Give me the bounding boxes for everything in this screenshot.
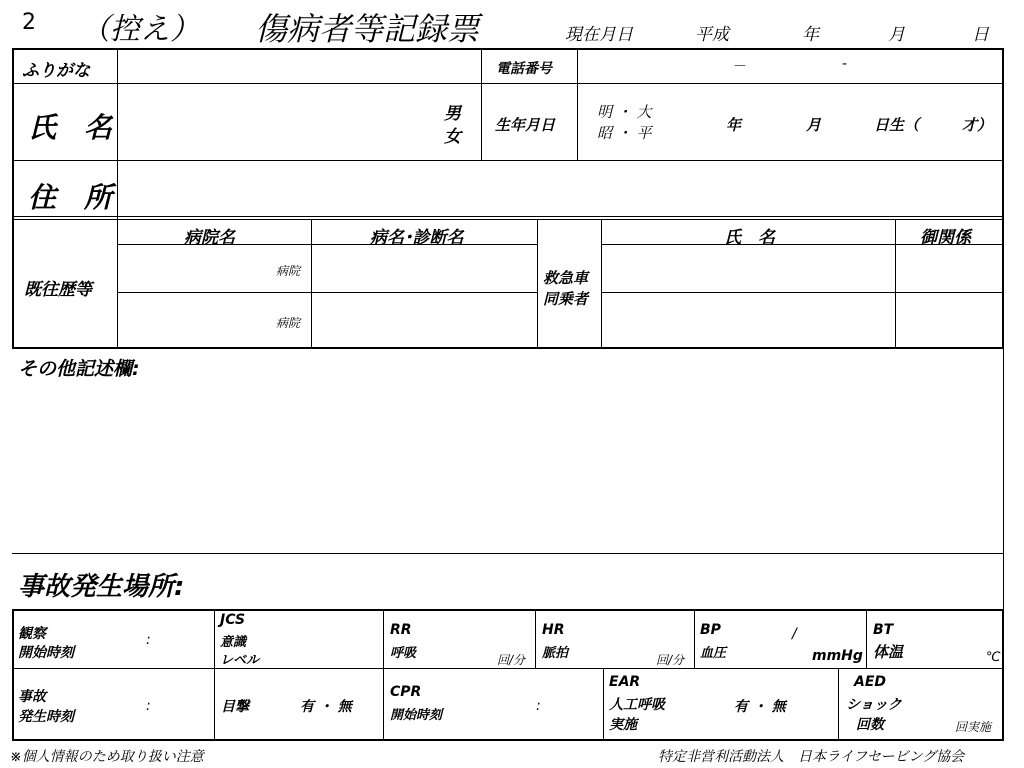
- aed-label-line2: ショック: [846, 697, 902, 713]
- relation-field-2[interactable]: [898, 294, 1000, 346]
- phone-separator-2: -: [842, 56, 848, 72]
- birth-era-line1[interactable]: 明 ・ 大: [597, 103, 652, 121]
- rr-label-line1: RR: [390, 622, 412, 638]
- organization-name: 特定非営利活動法人 日本ライフセービング協会: [658, 749, 965, 765]
- copy-mark: （控え）: [80, 12, 200, 47]
- hospital-suffix-2: 病院: [276, 316, 301, 330]
- accident-time-colon[interactable]: :: [146, 698, 151, 714]
- current-date-month: 月: [888, 25, 905, 45]
- aed-label-line1: AED: [854, 674, 887, 690]
- hospital-name-header: 病院名: [184, 228, 235, 248]
- witness-label: 目撃: [221, 699, 249, 715]
- diagnosis-field-1[interactable]: [314, 246, 534, 290]
- bp-label-line2: 血圧: [700, 646, 727, 661]
- hospital-field-1[interactable]: [120, 246, 270, 290]
- accident-time-label-line1: 事故: [18, 689, 46, 705]
- medical-history-label: 既往歴等: [24, 280, 92, 300]
- bt-unit: ℃: [986, 650, 1001, 665]
- phone-label: 電話番号: [496, 61, 552, 77]
- bt-label-line1: BT: [873, 622, 894, 638]
- name-field[interactable]: [120, 86, 430, 158]
- current-date-year: 年: [802, 25, 819, 45]
- jcs-label-line3: レベル: [220, 653, 260, 668]
- phone-field[interactable]: [580, 50, 1000, 82]
- form-title: 傷病者等記録票: [255, 10, 480, 48]
- privacy-note: ※個人情報のため取り扱い注意: [10, 749, 204, 765]
- sex-female-option[interactable]: 女: [444, 127, 461, 147]
- companion-name-header: 氏 名: [724, 228, 775, 248]
- name-label: 氏 名: [28, 111, 113, 144]
- accident-location-label: 事故発生場所:: [18, 572, 185, 602]
- ear-options[interactable]: 有 ・ 無: [734, 699, 786, 715]
- hospital-suffix-1: 病院: [276, 264, 301, 278]
- address-label: 住 所: [28, 181, 113, 214]
- cpr-label-line1: CPR: [390, 684, 422, 700]
- cpr-time-colon[interactable]: :: [536, 698, 541, 714]
- address-field[interactable]: [120, 163, 1000, 215]
- birth-year-label: 年: [726, 116, 742, 134]
- ambulance-label-line2: 同乗者: [543, 290, 589, 308]
- furigana-field[interactable]: [120, 50, 478, 82]
- hospital-field-2[interactable]: [120, 294, 270, 346]
- age-unit-label: 才）: [962, 116, 993, 134]
- observation-label-line1: 観察: [18, 626, 46, 642]
- aed-unit: 回実施: [955, 720, 992, 734]
- furigana-label: ふりがな: [22, 61, 90, 81]
- birth-date-label: 生年月日: [495, 116, 556, 134]
- hr-label-line2: 脈拍: [542, 646, 569, 661]
- current-date-era: 平成: [695, 25, 729, 45]
- page-number: 2: [22, 10, 36, 35]
- bp-label-line1: BP: [700, 622, 721, 638]
- birth-era-line2[interactable]: 昭 ・ 平: [597, 124, 652, 142]
- companion-name-field-2[interactable]: [604, 294, 892, 346]
- notes-label: その他記述欄:: [18, 358, 140, 380]
- birth-month-label: 月: [806, 116, 822, 134]
- bp-unit: mmHg: [812, 648, 863, 664]
- jcs-label-line2: 意識: [220, 635, 247, 650]
- rr-unit: 回/分: [497, 653, 526, 667]
- ear-label-line2: 人工呼吸: [609, 697, 665, 713]
- current-date-label: 現在月日: [565, 25, 633, 45]
- sex-male-option[interactable]: 男: [444, 104, 461, 124]
- ear-label-line1: EAR: [609, 674, 641, 690]
- aed-label-line3: 回数: [856, 717, 884, 733]
- cpr-label-line2: 開始時刻: [390, 708, 443, 723]
- accident-time-label-line2: 発生時刻: [18, 709, 74, 725]
- diagnosis-field-2[interactable]: [314, 294, 534, 346]
- hr-unit: 回/分: [656, 653, 685, 667]
- relation-header: 御関係: [920, 228, 971, 248]
- birth-day-label: 日生（: [874, 116, 920, 134]
- rr-label-line2: 呼吸: [390, 646, 417, 661]
- observation-time-colon[interactable]: :: [146, 632, 151, 648]
- diagnosis-header: 病名･診断名: [370, 228, 464, 248]
- jcs-label-line1: JCS: [220, 612, 246, 628]
- witness-options[interactable]: 有 ・ 無: [300, 699, 352, 715]
- phone-separator-1: －: [733, 59, 747, 75]
- ear-label-line3: 実施: [609, 717, 637, 733]
- bp-slash: /: [792, 626, 797, 642]
- current-date-day: 日: [972, 25, 989, 45]
- observation-label-line2: 開始時刻: [18, 645, 74, 661]
- bt-label-line2: 体温: [873, 643, 904, 661]
- ambulance-label-line1: 救急車: [543, 269, 589, 287]
- notes-field[interactable]: [16, 382, 1000, 550]
- hr-label-line1: HR: [542, 622, 565, 638]
- companion-name-field-1[interactable]: [604, 246, 892, 290]
- relation-field-1[interactable]: [898, 246, 1000, 290]
